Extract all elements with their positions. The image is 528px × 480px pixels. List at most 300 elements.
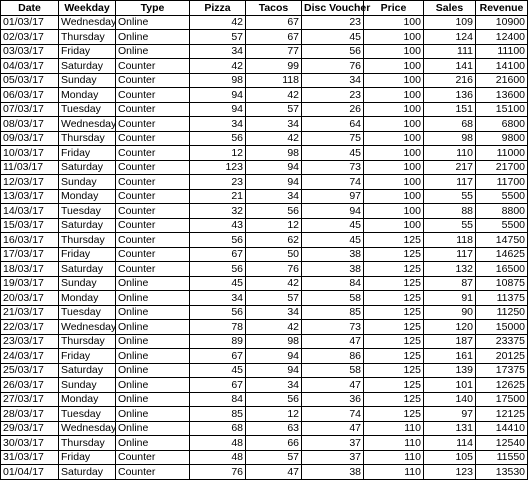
- cell-disc-voucher[interactable]: 85: [302, 305, 364, 320]
- cell-date[interactable]: 18/03/17: [1, 262, 59, 277]
- cell-pizza[interactable]: 89: [190, 334, 246, 349]
- cell-weekday[interactable]: Monday: [59, 392, 116, 407]
- cell-revenue[interactable]: 11100: [476, 44, 528, 59]
- cell-revenue[interactable]: 11000: [476, 146, 528, 161]
- cell-sales[interactable]: 139: [424, 363, 476, 378]
- cell-disc-voucher[interactable]: 73: [302, 320, 364, 335]
- cell-price[interactable]: 110: [364, 436, 424, 451]
- cell-disc-voucher[interactable]: 84: [302, 276, 364, 291]
- cell-weekday[interactable]: Saturday: [59, 59, 116, 74]
- cell-type[interactable]: Counter: [116, 73, 190, 88]
- header-cell-price[interactable]: Price: [364, 1, 424, 16]
- cell-tacos[interactable]: 12: [246, 407, 302, 422]
- cell-pizza[interactable]: 45: [190, 276, 246, 291]
- table-row: [1, 450, 528, 465]
- cell-type[interactable]: Online: [116, 30, 190, 45]
- cell-revenue[interactable]: 17500: [476, 392, 528, 407]
- cell-sales[interactable]: 118: [424, 233, 476, 248]
- cell-price[interactable]: 125: [364, 291, 424, 306]
- cell-revenue[interactable]: 6800: [476, 117, 528, 132]
- cell-revenue[interactable]: 21600: [476, 73, 528, 88]
- cell-price[interactable]: 100: [364, 204, 424, 219]
- cell-pizza[interactable]: 67: [190, 349, 246, 364]
- cell-pizza[interactable]: 56: [190, 233, 246, 248]
- cell-date[interactable]: 12/03/17: [1, 175, 59, 190]
- cell-pizza[interactable]: 56: [190, 262, 246, 277]
- cell-tacos[interactable]: 57: [246, 102, 302, 117]
- cell-type[interactable]: Counter: [116, 59, 190, 74]
- cell-disc-voucher[interactable]: 34: [302, 73, 364, 88]
- cell-type[interactable]: Counter: [116, 262, 190, 277]
- cell-type[interactable]: Online: [116, 436, 190, 451]
- cell-tacos[interactable]: 63: [246, 421, 302, 436]
- cell-tacos[interactable]: 34: [246, 378, 302, 393]
- cell-disc-voucher[interactable]: 45: [302, 233, 364, 248]
- cell-type[interactable]: Online: [116, 15, 190, 30]
- cell-weekday[interactable]: Wednesday: [59, 421, 116, 436]
- cell-type[interactable]: Counter: [116, 247, 190, 262]
- cell-pizza[interactable]: 67: [190, 247, 246, 262]
- cell-price[interactable]: 110: [364, 450, 424, 465]
- cell-tacos[interactable]: 57: [246, 291, 302, 306]
- cell-price[interactable]: 100: [364, 175, 424, 190]
- cell-price[interactable]: 125: [364, 262, 424, 277]
- cell-price[interactable]: 100: [364, 117, 424, 132]
- cell-type[interactable]: Counter: [116, 450, 190, 465]
- cell-sales[interactable]: 111: [424, 44, 476, 59]
- cell-revenue[interactable]: 15000: [476, 320, 528, 335]
- cell-date[interactable]: 13/03/17: [1, 189, 59, 204]
- cell-disc-voucher[interactable]: 38: [302, 262, 364, 277]
- cell-tacos[interactable]: 50: [246, 247, 302, 262]
- cell-pizza[interactable]: 48: [190, 450, 246, 465]
- cell-revenue[interactable]: 10900: [476, 15, 528, 30]
- cell-type[interactable]: Counter: [116, 175, 190, 190]
- cell-pizza[interactable]: 43: [190, 218, 246, 233]
- cell-pizza[interactable]: 85: [190, 407, 246, 422]
- cell-price[interactable]: 100: [364, 102, 424, 117]
- cell-tacos[interactable]: 12: [246, 218, 302, 233]
- cell-disc-voucher[interactable]: 58: [302, 291, 364, 306]
- cell-disc-voucher[interactable]: 38: [302, 247, 364, 262]
- cell-weekday[interactable]: Tuesday: [59, 204, 116, 219]
- cell-price[interactable]: 100: [364, 218, 424, 233]
- cell-pizza[interactable]: 94: [190, 88, 246, 103]
- cell-tacos[interactable]: 56: [246, 392, 302, 407]
- cell-pizza[interactable]: 23: [190, 175, 246, 190]
- cell-price[interactable]: 125: [364, 334, 424, 349]
- cell-date[interactable]: 31/03/17: [1, 450, 59, 465]
- cell-date[interactable]: 15/03/17: [1, 218, 59, 233]
- cell-price[interactable]: 125: [364, 363, 424, 378]
- cell-tacos[interactable]: 98: [246, 334, 302, 349]
- cell-sales[interactable]: 90: [424, 305, 476, 320]
- cell-weekday[interactable]: Sunday: [59, 175, 116, 190]
- cell-disc-voucher[interactable]: 45: [302, 30, 364, 45]
- cell-pizza[interactable]: 84: [190, 392, 246, 407]
- cell-price[interactable]: 100: [364, 189, 424, 204]
- cell-pizza[interactable]: 57: [190, 30, 246, 45]
- cell-date[interactable]: 26/03/17: [1, 378, 59, 393]
- cell-type[interactable]: Online: [116, 349, 190, 364]
- cell-revenue[interactable]: 14100: [476, 59, 528, 74]
- cell-disc-voucher[interactable]: 73: [302, 160, 364, 175]
- cell-weekday[interactable]: Tuesday: [59, 102, 116, 117]
- cell-pizza[interactable]: 48: [190, 436, 246, 451]
- cell-weekday[interactable]: Friday: [59, 450, 116, 465]
- cell-weekday[interactable]: Wednesday: [59, 117, 116, 132]
- cell-type[interactable]: Counter: [116, 465, 190, 480]
- cell-weekday[interactable]: Monday: [59, 189, 116, 204]
- cell-type[interactable]: Counter: [116, 102, 190, 117]
- cell-revenue[interactable]: 13530: [476, 465, 528, 480]
- cell-pizza[interactable]: 56: [190, 305, 246, 320]
- cell-revenue[interactable]: 14750: [476, 233, 528, 248]
- cell-type[interactable]: Counter: [116, 88, 190, 103]
- cell-revenue[interactable]: 14625: [476, 247, 528, 262]
- cell-sales[interactable]: 110: [424, 146, 476, 161]
- cell-weekday[interactable]: Wednesday: [59, 15, 116, 30]
- cell-tacos[interactable]: 76: [246, 262, 302, 277]
- header-cell-revenue[interactable]: Revenue: [476, 1, 528, 16]
- cell-type[interactable]: Online: [116, 276, 190, 291]
- cell-date[interactable]: 24/03/17: [1, 349, 59, 364]
- cell-price[interactable]: 100: [364, 30, 424, 45]
- cell-type[interactable]: Online: [116, 291, 190, 306]
- cell-date[interactable]: 21/03/17: [1, 305, 59, 320]
- cell-date[interactable]: 06/03/17: [1, 88, 59, 103]
- cell-price[interactable]: 100: [364, 88, 424, 103]
- cell-sales[interactable]: 97: [424, 407, 476, 422]
- cell-tacos[interactable]: 56: [246, 204, 302, 219]
- cell-tacos[interactable]: 34: [246, 305, 302, 320]
- cell-disc-voucher[interactable]: 26: [302, 102, 364, 117]
- cell-type[interactable]: Online: [116, 378, 190, 393]
- cell-sales[interactable]: 68: [424, 117, 476, 132]
- cell-pizza[interactable]: 78: [190, 320, 246, 335]
- cell-type[interactable]: Counter: [116, 204, 190, 219]
- cell-sales[interactable]: 187: [424, 334, 476, 349]
- cell-date[interactable]: 01/04/17: [1, 465, 59, 480]
- cell-weekday[interactable]: Thursday: [59, 436, 116, 451]
- cell-disc-voucher[interactable]: 45: [302, 146, 364, 161]
- cell-tacos[interactable]: 42: [246, 276, 302, 291]
- cell-sales[interactable]: 216: [424, 73, 476, 88]
- cell-date[interactable]: 05/03/17: [1, 73, 59, 88]
- cell-price[interactable]: 125: [364, 349, 424, 364]
- cell-pizza[interactable]: 42: [190, 59, 246, 74]
- cell-revenue[interactable]: 23375: [476, 334, 528, 349]
- cell-date[interactable]: 16/03/17: [1, 233, 59, 248]
- header-cell-tacos[interactable]: Tacos: [246, 1, 302, 16]
- header-cell-pizza[interactable]: Pizza: [190, 1, 246, 16]
- cell-revenue[interactable]: 20125: [476, 349, 528, 364]
- cell-price[interactable]: 100: [364, 131, 424, 146]
- cell-weekday[interactable]: Tuesday: [59, 305, 116, 320]
- cell-sales[interactable]: 124: [424, 30, 476, 45]
- cell-tacos[interactable]: 118: [246, 73, 302, 88]
- cell-disc-voucher[interactable]: 23: [302, 15, 364, 30]
- cell-tacos[interactable]: 62: [246, 233, 302, 248]
- cell-disc-voucher[interactable]: 45: [302, 218, 364, 233]
- cell-weekday[interactable]: Monday: [59, 291, 116, 306]
- cell-revenue[interactable]: 12540: [476, 436, 528, 451]
- cell-pizza[interactable]: 42: [190, 15, 246, 30]
- cell-tacos[interactable]: 67: [246, 15, 302, 30]
- cell-weekday[interactable]: Tuesday: [59, 407, 116, 422]
- header-cell-type[interactable]: Type: [116, 1, 190, 16]
- cell-sales[interactable]: 117: [424, 247, 476, 262]
- cell-revenue[interactable]: 5500: [476, 189, 528, 204]
- cell-tacos[interactable]: 94: [246, 175, 302, 190]
- cell-price[interactable]: 125: [364, 407, 424, 422]
- cell-pizza[interactable]: 123: [190, 160, 246, 175]
- cell-date[interactable]: 08/03/17: [1, 117, 59, 132]
- cell-pizza[interactable]: 98: [190, 73, 246, 88]
- cell-date[interactable]: 19/03/17: [1, 276, 59, 291]
- cell-disc-voucher[interactable]: 86: [302, 349, 364, 364]
- cell-revenue[interactable]: 9800: [476, 131, 528, 146]
- cell-revenue[interactable]: 14410: [476, 421, 528, 436]
- cell-pizza[interactable]: 12: [190, 146, 246, 161]
- cell-tacos[interactable]: 98: [246, 146, 302, 161]
- cell-date[interactable]: 25/03/17: [1, 363, 59, 378]
- cell-tacos[interactable]: 94: [246, 160, 302, 175]
- cell-tacos[interactable]: 47: [246, 465, 302, 480]
- cell-date[interactable]: 23/03/17: [1, 334, 59, 349]
- cell-revenue[interactable]: 13600: [476, 88, 528, 103]
- cell-revenue[interactable]: 10875: [476, 276, 528, 291]
- cell-weekday[interactable]: Thursday: [59, 30, 116, 45]
- cell-sales[interactable]: 109: [424, 15, 476, 30]
- table-row: [1, 392, 528, 407]
- header-cell-sales[interactable]: Sales: [424, 1, 476, 16]
- cell-price[interactable]: 125: [364, 276, 424, 291]
- cell-sales[interactable]: 117: [424, 175, 476, 190]
- cell-price[interactable]: 100: [364, 59, 424, 74]
- cell-sales[interactable]: 140: [424, 392, 476, 407]
- cell-weekday[interactable]: Saturday: [59, 363, 116, 378]
- cell-type[interactable]: Online: [116, 392, 190, 407]
- cell-type[interactable]: Online: [116, 334, 190, 349]
- cell-weekday[interactable]: Monday: [59, 88, 116, 103]
- cell-pizza[interactable]: 68: [190, 421, 246, 436]
- cell-date[interactable]: 03/03/17: [1, 44, 59, 59]
- cell-disc-voucher[interactable]: 74: [302, 407, 364, 422]
- cell-revenue[interactable]: 12125: [476, 407, 528, 422]
- cell-weekday[interactable]: Saturday: [59, 160, 116, 175]
- cell-type[interactable]: Online: [116, 421, 190, 436]
- cell-pizza[interactable]: 21: [190, 189, 246, 204]
- cell-sales[interactable]: 132: [424, 262, 476, 277]
- cell-disc-voucher[interactable]: 97: [302, 189, 364, 204]
- cell-sales[interactable]: 161: [424, 349, 476, 364]
- cell-tacos[interactable]: 34: [246, 189, 302, 204]
- cell-weekday[interactable]: Wednesday: [59, 320, 116, 335]
- cell-price[interactable]: 125: [364, 233, 424, 248]
- cell-weekday[interactable]: Saturday: [59, 262, 116, 277]
- cell-weekday[interactable]: Saturday: [59, 218, 116, 233]
- cell-revenue[interactable]: 11700: [476, 175, 528, 190]
- cell-date[interactable]: 28/03/17: [1, 407, 59, 422]
- cell-sales[interactable]: 141: [424, 59, 476, 74]
- cell-weekday[interactable]: Friday: [59, 146, 116, 161]
- cell-price[interactable]: 125: [364, 378, 424, 393]
- cell-revenue[interactable]: 11375: [476, 291, 528, 306]
- cell-disc-voucher[interactable]: 47: [302, 334, 364, 349]
- cell-price[interactable]: 100: [364, 146, 424, 161]
- cell-tacos[interactable]: 42: [246, 131, 302, 146]
- cell-sales[interactable]: 123: [424, 465, 476, 480]
- cell-pizza[interactable]: 32: [190, 204, 246, 219]
- cell-revenue[interactable]: 11550: [476, 450, 528, 465]
- cell-disc-voucher[interactable]: 94: [302, 204, 364, 219]
- cell-sales[interactable]: 87: [424, 276, 476, 291]
- cell-sales[interactable]: 114: [424, 436, 476, 451]
- cell-sales[interactable]: 105: [424, 450, 476, 465]
- cell-type[interactable]: Online: [116, 363, 190, 378]
- cell-weekday[interactable]: Thursday: [59, 131, 116, 146]
- cell-disc-voucher[interactable]: 37: [302, 436, 364, 451]
- cell-type[interactable]: Online: [116, 407, 190, 422]
- header-cell-weekday[interactable]: Weekday: [59, 1, 116, 16]
- cell-pizza[interactable]: 94: [190, 102, 246, 117]
- cell-weekday[interactable]: Friday: [59, 44, 116, 59]
- cell-type[interactable]: Counter: [116, 131, 190, 146]
- cell-price[interactable]: 125: [364, 320, 424, 335]
- cell-type[interactable]: Counter: [116, 117, 190, 132]
- cell-price[interactable]: 110: [364, 421, 424, 436]
- cell-disc-voucher[interactable]: 56: [302, 44, 364, 59]
- cell-revenue[interactable]: 15100: [476, 102, 528, 117]
- cell-tacos[interactable]: 99: [246, 59, 302, 74]
- cell-sales[interactable]: 55: [424, 218, 476, 233]
- cell-disc-voucher[interactable]: 47: [302, 378, 364, 393]
- cell-type[interactable]: Counter: [116, 189, 190, 204]
- cell-type[interactable]: Online: [116, 44, 190, 59]
- cell-tacos[interactable]: 66: [246, 436, 302, 451]
- cell-pizza[interactable]: 34: [190, 117, 246, 132]
- cell-date[interactable]: 07/03/17: [1, 102, 59, 117]
- cell-type[interactable]: Online: [116, 305, 190, 320]
- cell-price[interactable]: 100: [364, 160, 424, 175]
- cell-sales[interactable]: 55: [424, 189, 476, 204]
- table-row: [1, 131, 528, 146]
- cell-weekday[interactable]: Friday: [59, 349, 116, 364]
- cell-disc-voucher[interactable]: 64: [302, 117, 364, 132]
- cell-weekday[interactable]: Thursday: [59, 334, 116, 349]
- cell-weekday[interactable]: Saturday: [59, 465, 116, 480]
- cell-revenue[interactable]: 5500: [476, 218, 528, 233]
- cell-date[interactable]: 30/03/17: [1, 436, 59, 451]
- cell-type[interactable]: Online: [116, 320, 190, 335]
- cell-weekday[interactable]: Sunday: [59, 73, 116, 88]
- cell-tacos[interactable]: 57: [246, 450, 302, 465]
- cell-price[interactable]: 125: [364, 247, 424, 262]
- cell-weekday[interactable]: Sunday: [59, 276, 116, 291]
- cell-pizza[interactable]: 34: [190, 44, 246, 59]
- cell-tacos[interactable]: 94: [246, 349, 302, 364]
- cell-price[interactable]: 110: [364, 465, 424, 480]
- cell-type[interactable]: Counter: [116, 160, 190, 175]
- cell-tacos[interactable]: 67: [246, 30, 302, 45]
- cell-disc-voucher[interactable]: 58: [302, 363, 364, 378]
- cell-date[interactable]: 01/03/17: [1, 15, 59, 30]
- cell-pizza[interactable]: 34: [190, 291, 246, 306]
- cell-disc-voucher[interactable]: 76: [302, 59, 364, 74]
- cell-price[interactable]: 100: [364, 73, 424, 88]
- cell-tacos[interactable]: 34: [246, 117, 302, 132]
- cell-disc-voucher[interactable]: 47: [302, 421, 364, 436]
- cell-disc-voucher[interactable]: 23: [302, 88, 364, 103]
- cell-revenue[interactable]: 17375: [476, 363, 528, 378]
- cell-sales[interactable]: 88: [424, 204, 476, 219]
- cell-date[interactable]: 29/03/17: [1, 421, 59, 436]
- cell-disc-voucher[interactable]: 37: [302, 450, 364, 465]
- cell-price[interactable]: 100: [364, 44, 424, 59]
- cell-sales[interactable]: 131: [424, 421, 476, 436]
- cell-type[interactable]: Counter: [116, 218, 190, 233]
- cell-disc-voucher[interactable]: 36: [302, 392, 364, 407]
- cell-sales[interactable]: 98: [424, 131, 476, 146]
- cell-date[interactable]: 04/03/17: [1, 59, 59, 74]
- cell-date[interactable]: 14/03/17: [1, 204, 59, 219]
- cell-sales[interactable]: 217: [424, 160, 476, 175]
- cell-price[interactable]: 125: [364, 392, 424, 407]
- cell-date[interactable]: 27/03/17: [1, 392, 59, 407]
- cell-tacos[interactable]: 42: [246, 320, 302, 335]
- cell-date[interactable]: 22/03/17: [1, 320, 59, 335]
- cell-type[interactable]: Counter: [116, 146, 190, 161]
- header-cell-date[interactable]: Date: [1, 1, 59, 16]
- cell-sales[interactable]: 151: [424, 102, 476, 117]
- cell-price[interactable]: 100: [364, 15, 424, 30]
- cell-weekday[interactable]: Friday: [59, 247, 116, 262]
- cell-revenue[interactable]: 8800: [476, 204, 528, 219]
- cell-weekday[interactable]: Thursday: [59, 233, 116, 248]
- cell-revenue[interactable]: 16500: [476, 262, 528, 277]
- cell-revenue[interactable]: 11250: [476, 305, 528, 320]
- cell-date[interactable]: 09/03/17: [1, 131, 59, 146]
- cell-revenue[interactable]: 12400: [476, 30, 528, 45]
- header-cell-disc-voucher[interactable]: Disc Voucher: [302, 1, 364, 16]
- cell-date[interactable]: 02/03/17: [1, 30, 59, 45]
- cell-revenue[interactable]: 21700: [476, 160, 528, 175]
- cell-pizza[interactable]: 67: [190, 378, 246, 393]
- cell-pizza[interactable]: 76: [190, 465, 246, 480]
- cell-sales[interactable]: 120: [424, 320, 476, 335]
- cell-disc-voucher[interactable]: 38: [302, 465, 364, 480]
- cell-pizza[interactable]: 45: [190, 363, 246, 378]
- cell-date[interactable]: 20/03/17: [1, 291, 59, 306]
- cell-disc-voucher[interactable]: 74: [302, 175, 364, 190]
- cell-tacos[interactable]: 94: [246, 363, 302, 378]
- cell-tacos[interactable]: 77: [246, 44, 302, 59]
- cell-type[interactable]: Counter: [116, 233, 190, 248]
- cell-revenue[interactable]: 12625: [476, 378, 528, 393]
- cell-date[interactable]: 11/03/17: [1, 160, 59, 175]
- cell-date[interactable]: 17/03/17: [1, 247, 59, 262]
- cell-price[interactable]: 125: [364, 305, 424, 320]
- cell-sales[interactable]: 101: [424, 378, 476, 393]
- cell-date[interactable]: 10/03/17: [1, 146, 59, 161]
- cell-tacos[interactable]: 42: [246, 88, 302, 103]
- cell-sales[interactable]: 91: [424, 291, 476, 306]
- cell-sales[interactable]: 136: [424, 88, 476, 103]
- cell-pizza[interactable]: 56: [190, 131, 246, 146]
- cell-disc-voucher[interactable]: 75: [302, 131, 364, 146]
- cell-weekday[interactable]: Sunday: [59, 378, 116, 393]
